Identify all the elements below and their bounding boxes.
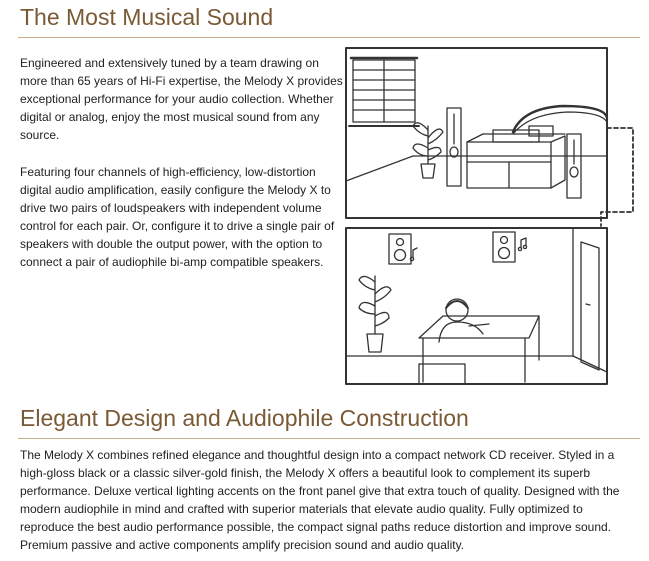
- multi-room-illustration: [343, 46, 641, 388]
- section-title-musical-sound: The Most Musical Sound: [20, 4, 274, 30]
- floor-speaker-icon: [567, 134, 581, 198]
- living-room-scene: [346, 48, 607, 218]
- floor-speaker-icon: [447, 108, 461, 186]
- potted-plant-icon: [413, 123, 443, 178]
- bookshelf-speaker-icon: [493, 232, 527, 262]
- chair-icon: [419, 364, 465, 384]
- media-cabinet-icon: [467, 126, 565, 188]
- section-divider: [18, 37, 640, 38]
- section-title-design: Elegant Design and Audiophile Construction: [20, 405, 469, 431]
- desk-icon: [419, 316, 539, 382]
- door-icon: [581, 242, 599, 370]
- study-room-scene: [346, 228, 607, 384]
- bookshelf-speaker-icon: [389, 234, 417, 264]
- design-paragraph: The Melody X combines refined elegance and thoughtful design into a compact network CD receiver. Styled in a high-gloss black or a classic silver-gold finish, the Melody X offers a beautiful look to complement its superb performance. Deluxe vertical lighting accents on the front panel give that extra touch of quality. Designed with the modern audiophile in mind and crafted with superior materials that elevate audio quality. Fully optimized to reproduce the best audio performance possible, the compact signal paths reduce distortion and improve sound. Premium passive and active components amplify precision sound and audio quality.: [20, 448, 620, 553]
- potted-plant-icon: [359, 276, 391, 352]
- person-with-headphones-icon: [439, 299, 489, 342]
- section-divider: [18, 438, 640, 439]
- window-blind-icon: [349, 58, 419, 126]
- amplification-paragraph: Featuring four channels of high-efficiency, low-distortion digital audio amplification, easily configure the Melody X to drive two pairs of loudspeakers with independent volume control for each pair. Or, configure it to drive a single pair of speakers with double the output power, with the option to connect a pair of audiophile bi-amp compatible speakers.: [20, 165, 335, 270]
- intro-paragraph: Engineered and extensively tuned by a team drawing on more than 65 years of Hi-Fi expertise, the Melody X provides exceptional performance for your audio collection. Whether digital or analog, enjoy the most musical sound from any source.: [20, 56, 343, 143]
